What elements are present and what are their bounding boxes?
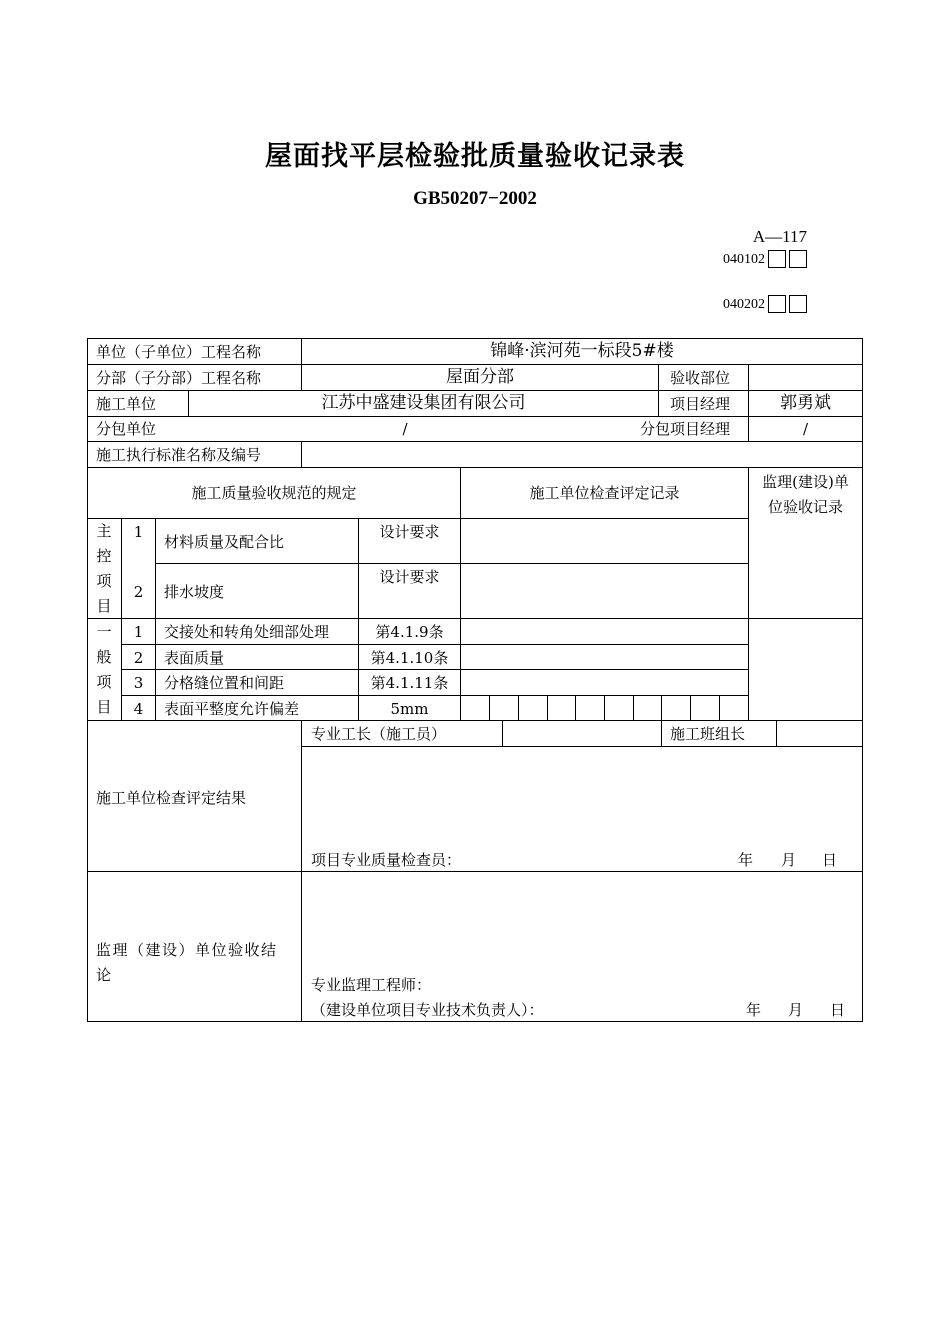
supervision-header [749,470,862,520]
supervision-header-line: 位验收记录 [767,498,843,516]
pm-value: 郭勇斌 [780,393,831,413]
supervision-label [96,938,278,988]
rule [87,338,88,1022]
item-requirement: 设计要求 [379,568,440,586]
supervision-label-line: 论 [96,966,113,984]
label-char: 一 [96,623,112,641]
sub-project-value: 屋面分部 [446,367,514,387]
item-name: 交接处和转角处细部处理 [164,623,330,641]
result-label: 施工单位检查评定结果 [96,789,247,807]
supervision-label-line: 监理（建设）单位验收结 [96,941,278,959]
rule [87,618,863,619]
rule [87,518,748,519]
rule [87,416,863,417]
item-no: 2 [133,649,144,667]
rule [87,441,863,442]
rule [301,746,863,747]
code-label: 040202 [723,297,765,312]
date-month: 月 [788,1001,804,1019]
sub-pm-label: 分包项目经理 [640,420,731,438]
standard-code: GB50207−2002 [413,188,537,209]
inspector-label: 项目专业质量检查员： [311,851,462,869]
checkbox[interactable] [789,250,807,268]
item-requirement: 第4.1.10条 [370,649,449,667]
rule [87,390,863,391]
item-name: 排水坡度 [164,583,225,601]
label-char: 控 [96,547,112,565]
rule [87,871,863,872]
rule [87,1021,863,1022]
supervision-header-line: 监理(建设)单 [762,473,849,491]
rule [301,720,302,1022]
date-day: 日 [830,1001,846,1019]
team-leader-label: 施工班组长 [670,725,746,743]
accept-part-label: 验收部位 [670,369,731,387]
rule [87,467,863,468]
item-no: 4 [133,700,144,718]
owner-label: （建设单位项目专业技术负责人）： [311,1001,544,1019]
sub-pm-value: / [802,420,809,438]
general-label [93,620,115,720]
pm-label: 项目经理 [670,395,731,413]
item-requirement: 设计要求 [379,523,440,541]
rule [719,695,720,721]
item-requirement: 第4.1.11条 [370,674,449,692]
item-requirement: 第4.1.9条 [375,623,444,641]
sub-project-label: 分部（子分部）工程名称 [96,369,262,387]
item-no: 1 [133,623,144,641]
unit-project-label: 单位（子单位）工程名称 [96,343,262,361]
rule [661,695,662,721]
code-label: 040102 [723,252,765,267]
foreman-label: 专业工长（施工员） [311,725,447,743]
rule [489,695,490,721]
date-year: 年 [746,1001,762,1019]
rule [460,467,461,721]
label-char: 般 [96,648,112,666]
page-title: 屋面找平层检验批质量验收记录表 [265,141,685,172]
spec-header: 施工质量验收规范的规定 [191,484,357,502]
item-no: 3 [133,674,144,692]
unit-project-value: 锦峰·滨河苑一标段5#楼 [490,341,674,361]
label-char: 项 [96,673,112,691]
checkbox[interactable] [768,295,786,313]
item-no: 2 [133,583,144,601]
code-row-2 [723,295,807,313]
item-name: 分格缝位置和间距 [164,674,285,692]
item-name: 表面平整度允许偏差 [164,700,300,718]
label-char: 目 [96,597,112,615]
item-name: 材料质量及配合比 [164,533,285,551]
engineer-label: 专业监理工程师： [311,976,432,994]
rule [661,720,662,746]
rule [121,695,748,696]
code-row-1 [723,250,807,268]
date-day: 日 [822,851,838,869]
rule [776,720,777,746]
rule [87,364,863,365]
rule [87,338,863,339]
rule [301,441,302,467]
item-no: 1 [133,523,144,541]
contractor-label: 施工单位 [96,395,157,413]
rule [155,518,156,721]
rule [518,695,519,721]
rule [690,695,691,721]
main-control-label [93,519,115,619]
rule [575,695,576,721]
subcontractor-label: 分包单位 [96,420,157,438]
label-char: 项 [96,572,112,590]
rule [658,364,659,416]
rule [862,338,863,1022]
checkbox[interactable] [768,250,786,268]
checkbox[interactable] [789,295,807,313]
date-month: 月 [781,851,797,869]
contractor-value: 江苏中盛建设集团有限公司 [321,393,526,413]
item-requirement: 5mm [390,700,429,718]
rule [87,720,863,721]
rule [502,720,503,746]
rule [155,563,748,564]
rule [604,695,605,721]
form-number: A—117 [752,227,807,246]
label-char: 目 [96,698,112,716]
rule [633,695,634,721]
subcontractor-value: / [402,420,408,438]
rule [547,695,548,721]
date-year: 年 [738,851,754,869]
rule [121,644,748,645]
rule [121,669,748,670]
item-name: 表面质量 [164,649,225,667]
check-header: 施工单位检查评定记录 [529,484,680,502]
standard-label: 施工执行标准名称及编号 [96,446,262,464]
label-char: 主 [96,522,112,540]
